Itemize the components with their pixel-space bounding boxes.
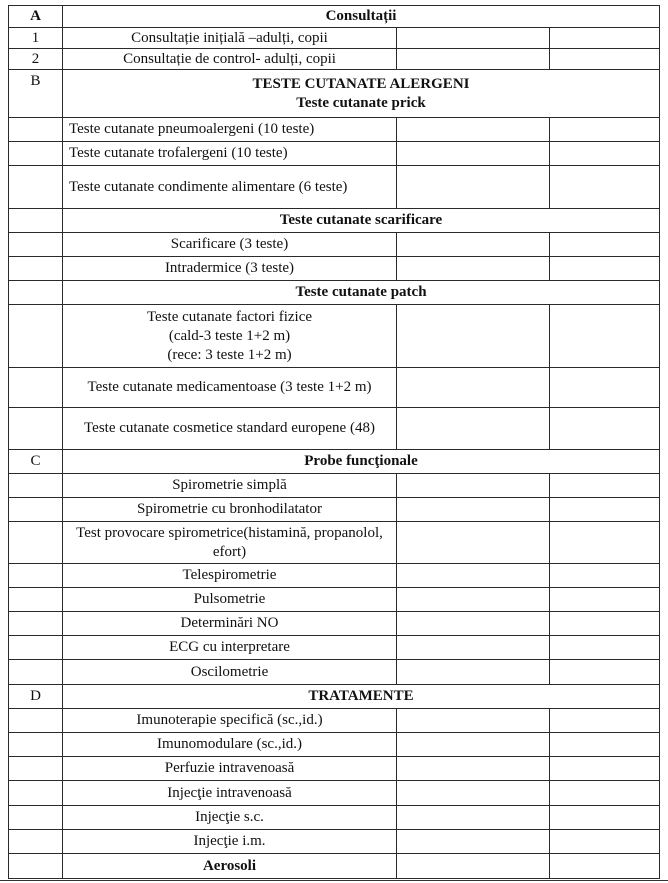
row-label: Perfuzie intravenoasă — [63, 757, 397, 781]
row-value-cell — [397, 612, 550, 636]
section-title-block — [63, 70, 660, 118]
row-value-cell — [550, 636, 660, 660]
row-label: Teste cutanate cosmetice standard europene (48) — [63, 408, 397, 450]
row-label: Consultație inițială –adulți, copii — [63, 28, 397, 49]
section-header-c — [9, 450, 660, 474]
row-index — [9, 474, 63, 498]
section-letter: A — [9, 6, 63, 28]
row-value-cell — [397, 498, 550, 522]
row-label: Spirometrie simplă — [63, 474, 397, 498]
row-index — [9, 166, 63, 209]
subsection-title: Teste cutanate scarificare — [63, 209, 660, 233]
row-index — [9, 806, 63, 830]
row-index — [9, 733, 63, 757]
row-value-cell — [550, 28, 660, 49]
subsection-title: Teste cutanate prick — [296, 94, 426, 111]
row-value-cell — [550, 660, 660, 685]
row-value-cell — [550, 806, 660, 830]
table-row — [9, 564, 660, 588]
row-label-line: (cald-3 teste 1+2 m) — [168, 327, 291, 344]
table-row — [9, 474, 660, 498]
row-label: ECG cu interpretare — [63, 636, 397, 660]
row-index — [9, 757, 63, 781]
subsection-header-scarificare — [9, 209, 660, 233]
section-title: TRATAMENTE — [63, 685, 660, 709]
table-row — [9, 368, 660, 408]
row-index: 1 — [9, 28, 63, 49]
row-value-cell — [397, 660, 550, 685]
subsection-title: Teste cutanate patch — [63, 281, 660, 305]
row-index — [9, 257, 63, 281]
section-letter: C — [9, 450, 63, 474]
row-value-cell — [397, 854, 550, 879]
row-value-cell — [550, 709, 660, 733]
row-value-cell — [550, 142, 660, 166]
row-value-cell — [550, 854, 660, 879]
row-value-cell — [550, 522, 660, 564]
row-index — [9, 498, 63, 522]
row-index — [9, 564, 63, 588]
section-header-d — [9, 685, 660, 709]
row-label — [63, 305, 397, 368]
row-value-cell — [550, 368, 660, 408]
row-index — [9, 408, 63, 450]
page-bottom-rule — [0, 880, 668, 881]
row-value-cell — [397, 142, 550, 166]
table-row — [9, 757, 660, 781]
row-value-cell — [397, 368, 550, 408]
row-label: Telespirometrie — [63, 564, 397, 588]
row-value-cell — [397, 757, 550, 781]
table-row — [9, 166, 660, 209]
row-label: Teste cutanate medicamentoase (3 teste 1+2 m) — [63, 368, 397, 408]
table-row — [9, 257, 660, 281]
table-row — [9, 588, 660, 612]
row-value-cell — [397, 474, 550, 498]
row-label-line: (rece: 3 teste 1+2 m) — [167, 346, 292, 363]
row-value-cell — [397, 49, 550, 70]
section-title: TESTE CUTANATE ALERGENI — [252, 75, 470, 92]
row-value-cell — [550, 588, 660, 612]
table-row — [9, 806, 660, 830]
row-value-cell — [550, 564, 660, 588]
row-index — [9, 636, 63, 660]
table-row — [9, 142, 660, 166]
row-label: Determinări NO — [63, 612, 397, 636]
row-value-cell — [397, 564, 550, 588]
empty-index-cell — [9, 209, 63, 233]
services-table — [8, 5, 660, 879]
row-value-cell — [397, 709, 550, 733]
row-value-cell — [550, 733, 660, 757]
row-value-cell — [550, 830, 660, 854]
row-label: Intradermice (3 teste) — [63, 257, 397, 281]
row-label: Injecţie s.c. — [63, 806, 397, 830]
row-value-cell — [397, 305, 550, 368]
row-index — [9, 305, 63, 368]
row-value-cell — [550, 474, 660, 498]
table-row — [9, 612, 660, 636]
table-row — [9, 498, 660, 522]
row-index — [9, 118, 63, 142]
row-index — [9, 368, 63, 408]
row-label: Aerosoli — [63, 854, 397, 879]
table-row — [9, 28, 660, 49]
table-row — [9, 830, 660, 854]
row-index — [9, 854, 63, 879]
row-label-line: Teste cutanate factori fizice — [146, 308, 313, 325]
row-label: Imunoterapie specifică (sc.,id.) — [63, 709, 397, 733]
row-value-cell — [397, 636, 550, 660]
row-value-cell — [397, 588, 550, 612]
row-label: Injecţie i.m. — [63, 830, 397, 854]
row-value-cell — [550, 781, 660, 806]
row-label: Oscilometrie — [63, 660, 397, 685]
table-row — [9, 854, 660, 879]
table-row — [9, 709, 660, 733]
row-label: Test provocare spirometrice(histamină, propanolol, efort) — [63, 522, 397, 564]
row-value-cell — [550, 408, 660, 450]
table-row — [9, 781, 660, 806]
section-letter: D — [9, 685, 63, 709]
row-value-cell — [397, 522, 550, 564]
row-value-cell — [550, 498, 660, 522]
table-row — [9, 233, 660, 257]
row-index — [9, 612, 63, 636]
row-label: Injecţie intravenoasă — [63, 781, 397, 806]
section-letter: B — [9, 70, 63, 118]
row-value-cell — [397, 257, 550, 281]
row-value-cell — [550, 166, 660, 209]
row-label: Teste cutanate condimente alimentare (6 teste) — [63, 166, 397, 209]
row-index — [9, 781, 63, 806]
row-value-cell — [550, 305, 660, 368]
subsection-header-patch — [9, 281, 660, 305]
table-row — [9, 636, 660, 660]
row-index — [9, 142, 63, 166]
empty-index-cell — [9, 281, 63, 305]
table-row — [9, 49, 660, 70]
section-header-a — [9, 6, 660, 28]
table-row — [9, 522, 660, 564]
row-label: Teste cutanate pneumoalergeni (10 teste) — [63, 118, 397, 142]
section-title: Probe funcţionale — [63, 450, 660, 474]
table-row — [9, 118, 660, 142]
row-index: 2 — [9, 49, 63, 70]
row-index — [9, 709, 63, 733]
row-value-cell — [397, 781, 550, 806]
row-label: Teste cutanate trofalergeni (10 teste) — [63, 142, 397, 166]
row-value-cell — [397, 28, 550, 49]
section-header-b — [9, 70, 660, 118]
row-label: Pulsometrie — [63, 588, 397, 612]
row-value-cell — [397, 408, 550, 450]
row-label: Spirometrie cu bronhodilatator — [63, 498, 397, 522]
section-title: Consultații — [63, 6, 660, 28]
table-row — [9, 408, 660, 450]
table-row — [9, 733, 660, 757]
row-value-cell — [550, 233, 660, 257]
row-index — [9, 830, 63, 854]
table-row — [9, 305, 660, 368]
row-value-cell — [397, 233, 550, 257]
row-value-cell — [550, 118, 660, 142]
row-value-cell — [397, 733, 550, 757]
row-value-cell — [550, 612, 660, 636]
row-value-cell — [397, 830, 550, 854]
row-value-cell — [550, 757, 660, 781]
table-row — [9, 660, 660, 685]
row-label: Consultație de control- adulți, copii — [63, 49, 397, 70]
row-value-cell — [397, 806, 550, 830]
row-value-cell — [550, 257, 660, 281]
row-label: Imunomodulare (sc.,id.) — [63, 733, 397, 757]
row-index — [9, 660, 63, 685]
row-value-cell — [397, 118, 550, 142]
row-label: Scarificare (3 teste) — [63, 233, 397, 257]
row-index — [9, 588, 63, 612]
row-index — [9, 233, 63, 257]
row-value-cell — [550, 49, 660, 70]
row-index — [9, 522, 63, 564]
row-value-cell — [397, 166, 550, 209]
